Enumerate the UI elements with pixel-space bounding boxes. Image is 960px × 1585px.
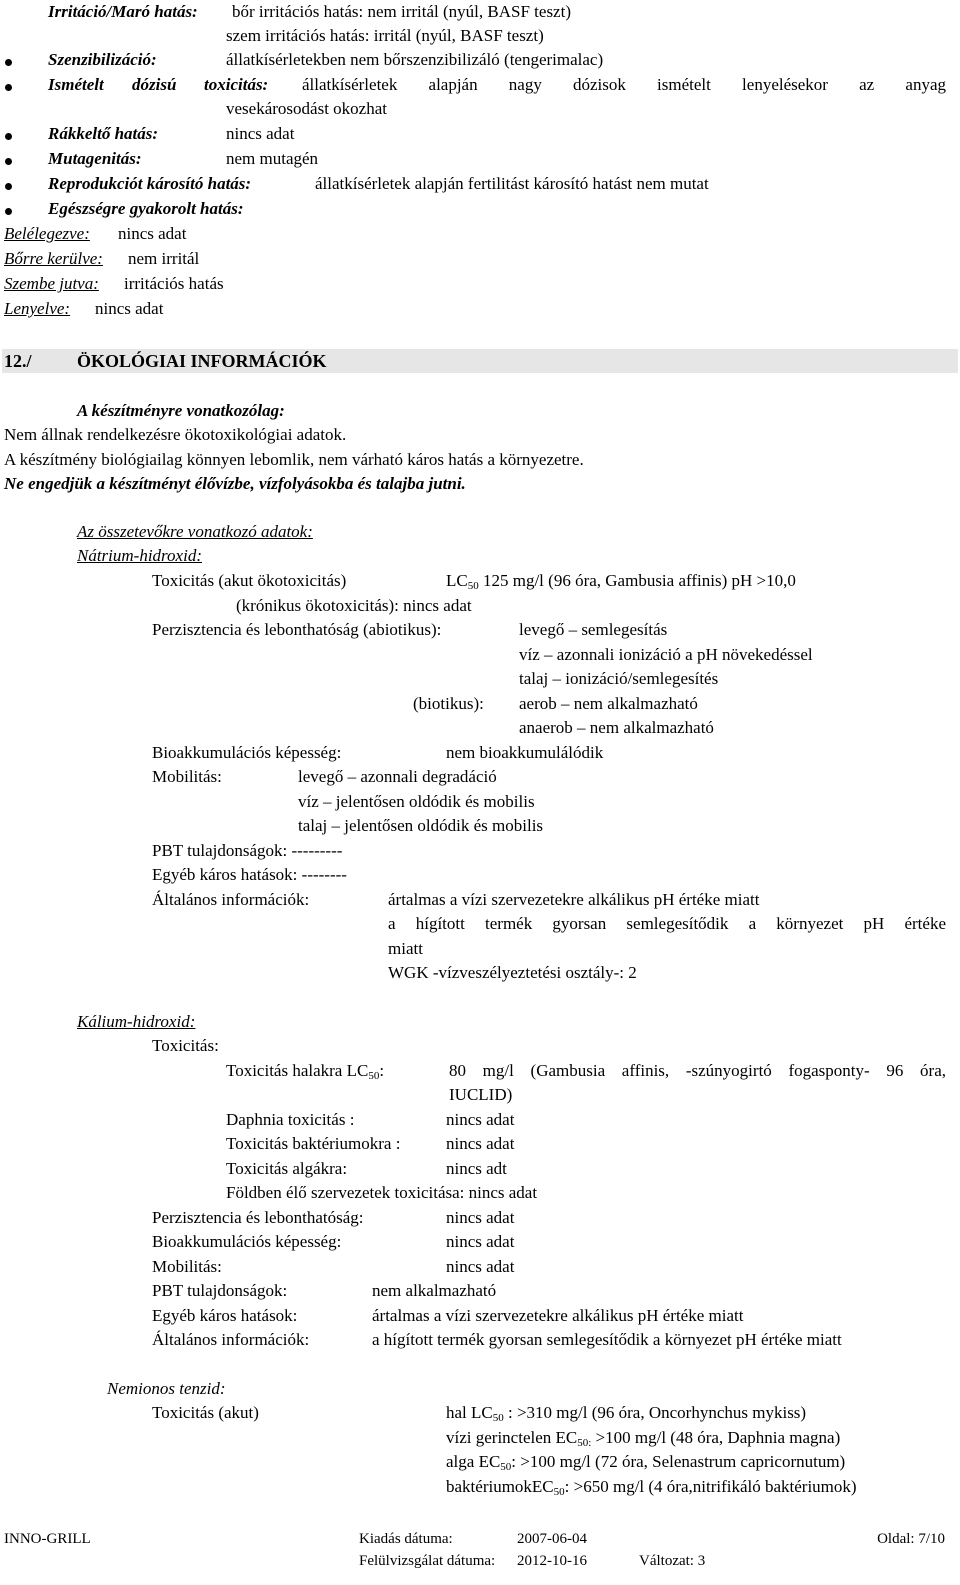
koh-daphnia-label: Daphnia toxicitás : [226, 1110, 355, 1129]
koh-bioacc-value: nincs adat [446, 1232, 515, 1251]
naoh-general-label: Általános információk: [152, 890, 310, 909]
skin-contact-label: Bőrre kerülve: [4, 249, 103, 268]
koh-general-value: a hígított termék gyorsan semlegesítődik a környezet pH értéke miatt [372, 1330, 842, 1349]
naoh-biotic-2: anaerob – nem alkalmazható [519, 718, 714, 737]
footer-company: INNO-GRILL [4, 1531, 91, 1547]
tenzid-bacteria-value: baktériumokEC$_{50}$: >650 mg/l (4 óra,nitrifikáló baktériumok) [446, 1477, 857, 1498]
mutagenicity-label: Mutagenitás: [48, 149, 142, 168]
ingestion-label: Lenyelve: [4, 299, 71, 318]
eye-contact-text: irritációs hatás [124, 274, 224, 293]
repeated-dose-label-2: dózisú [132, 75, 177, 94]
koh-mobility-label: Mobilitás: [152, 1257, 222, 1276]
skin-contact-text: nem irritál [128, 249, 200, 268]
naoh-other-effects: Egyéb káros hatások: -------- [152, 865, 347, 884]
koh-bacteria-value: nincs adat [446, 1134, 515, 1153]
naoh-name: Nátrium-hidroxid: [77, 546, 202, 565]
footer-page: Oldal: 7/10 [877, 1531, 945, 1547]
irritation-eye-text: szem irritációs hatás: irritál (nyúl, BASF teszt) [226, 26, 544, 45]
health-effects-label: Egészségre gyakorolt hatás: [48, 199, 244, 218]
irritation-label: Irritáció/Maró hatás: [48, 2, 198, 21]
preparation-line-3: Ne engedjük a készítményt élővízbe, vízfolyásokba és talajba jutni. [4, 474, 466, 493]
carcinogenicity-text: nincs adat [226, 124, 295, 143]
naoh-acute-label: Toxicitás (akut ökotoxicitás) [152, 571, 347, 590]
inhalation-label: Belélegezve: [4, 224, 90, 243]
koh-bioacc-label: Bioakkumulációs képesség: [152, 1232, 342, 1251]
footer-review-date: 2012-10-16 [517, 1553, 587, 1569]
koh-other-label: Egyéb káros hatások: [152, 1306, 298, 1325]
koh-tox-label: Toxicitás: [152, 1036, 219, 1055]
koh-mobility-value: nincs adat [446, 1257, 515, 1276]
ingestion-text: nincs adat [95, 299, 164, 318]
bullet [5, 84, 12, 91]
footer-review-label: Felülvizsgálat dátuma: [359, 1553, 496, 1569]
repeated-dose-text: állatkísérletek alapján nagy dózisok ismételt lenyelésekor az anyag [302, 75, 946, 94]
koh-daphnia-value: nincs adat [446, 1110, 515, 1129]
naoh-persistence-label: Perzisztencia és lebonthatóság (abiotikus): [152, 620, 442, 639]
sensitization-label: Szenzibilizáció: [48, 50, 157, 69]
reproductive-label: Reprodukciót károsító hatás: [48, 174, 252, 193]
repeated-dose-text-cont: vesekárosodást okozhat [226, 99, 387, 118]
repeated-dose-label-3: toxicitás: [204, 75, 269, 94]
tenzid-acute-label: Toxicitás (akut) [152, 1403, 259, 1422]
preparation-heading: A készítményre vonatkozólag: [77, 401, 285, 420]
bullet [5, 208, 12, 215]
mutagenicity-text: nem mutagén [226, 149, 319, 168]
tenzid-algae-value: alga $EC_{50}$: >100 mg/l (72 óra, Selenastrum capricornutum) [446, 1452, 846, 1473]
preparation-line-1: Nem állnak rendelkezésre ökotoxikológiai adatok. [4, 425, 347, 444]
koh-fish-value-cont: IUCLID) [449, 1085, 513, 1104]
koh-algae-value: nincs adt [446, 1159, 507, 1178]
koh-algae-label: Toxicitás algákra: [226, 1159, 348, 1178]
repeated-dose-label-1: Ismételt [48, 75, 104, 94]
section-title: ÖKOLÓGIAI INFORMÁCIÓK [77, 351, 327, 371]
koh-pbt-value: nem alkalmazható [372, 1281, 497, 1300]
bullet [5, 183, 12, 190]
reproductive-text: állatkísérletek alapján fertilitást károsító hatást nem mutat [315, 174, 709, 193]
koh-fish-value: 80 mg/l (Gambusia affinis, -szúnyogirtó fogasponty- 96 óra, [449, 1061, 946, 1080]
naoh-general-3: miatt [388, 939, 423, 958]
naoh-biotic-1: aerob – nem alkalmazható [519, 694, 698, 713]
tenzid-invertebrate-value: vízi gerinctelen $EC_{50:} >100$ mg/l (48 óra, Daphnia magna) [446, 1428, 841, 1449]
naoh-pbt: PBT tulajdonságok: --------- [152, 841, 343, 860]
sensitization-text: állatkísérletekben nem bőrszenzibilizáló (tengerimalac) [226, 50, 604, 69]
naoh-persistence-1: levegő – semlegesítás [519, 620, 668, 639]
naoh-mobility-3: talaj – jelentősen oldódik és mobilis [298, 816, 544, 835]
koh-other-value: ártalmas a vízi szervezetekre alkálikus pH értéke miatt [372, 1306, 744, 1325]
naoh-chronic: (krónikus ökotoxicitás): nincs adat [236, 596, 472, 615]
koh-general-label: Általános információk: [152, 1330, 310, 1349]
footer-version: Változat: 3 [639, 1553, 706, 1569]
koh-fish-label: Toxicitás halakra $LC_{50}$: [226, 1061, 385, 1082]
naoh-bioacc-value: nem bioakkumulálódik [446, 743, 604, 762]
naoh-general-4: WGK -vízveszélyeztetési osztály-: 2 [388, 963, 637, 982]
koh-name: Kálium-hidroxid: [77, 1012, 196, 1031]
carcinogenicity-label: Rákkeltő hatás: [48, 124, 159, 143]
koh-persistence-value: nincs adat [446, 1208, 515, 1227]
naoh-mobility-label: Mobilitás: [152, 767, 222, 786]
bullet [5, 158, 12, 165]
koh-soil: Földben élő szervezetek toxicitása: nincs adat [226, 1183, 538, 1202]
koh-persistence-label: Perzisztencia és lebonthatóság: [152, 1208, 364, 1227]
footer-issue-label: Kiadás dátuma: [359, 1531, 453, 1547]
koh-pbt-label: PBT tulajdonságok: [152, 1281, 288, 1300]
koh-bacteria-label: Toxicitás baktériumokra : [226, 1134, 401, 1153]
irritation-skin-text: bőr irritációs hatás: nem irritál (nyúl, BASF teszt) [232, 2, 571, 21]
naoh-acute-value: $LC_{50}$ 125 mg/l (96 óra, Gambusia affinis) pH >10,0 [446, 571, 796, 592]
preparation-line-2: A készítmény biológiailag könnyen lebomlik, nem várható káros hatás a környezetre. [4, 450, 584, 469]
footer-issue-date: 2007-06-04 [517, 1531, 587, 1547]
section-number: 12./ [4, 351, 32, 371]
naoh-general-2: a hígított termék gyorsan semlegesítődik a környezet pH értéke [388, 914, 946, 933]
bullet [5, 133, 12, 140]
inhalation-text: nincs adat [118, 224, 187, 243]
tenzid-name: Nemionos tenzid: [107, 1379, 226, 1398]
tenzid-fish-value: hal $LC_{50}$ : >310 mg/l (96 óra, Oncorhynchus mykiss) [446, 1403, 807, 1424]
bullet [5, 59, 12, 66]
components-heading: Az összetevőkre vonatkozó adatok: [77, 522, 313, 541]
naoh-general-1: ártalmas a vízi szervezetekre alkálikus pH értéke miatt [388, 890, 760, 909]
naoh-persistence-3: talaj – ionizáció/semlegesítés [519, 669, 719, 688]
eye-contact-label: Szembe jutva: [4, 274, 99, 293]
naoh-persistence-2: víz – azonnali ionizáció a pH növekedéssel [519, 645, 813, 664]
naoh-biotic-label: (biotikus): [413, 694, 484, 713]
naoh-mobility-1: levegő – azonnali degradáció [298, 767, 497, 786]
naoh-mobility-2: víz – jelentősen oldódik és mobilis [298, 792, 535, 811]
naoh-bioacc-label: Bioakkumulációs képesség: [152, 743, 342, 762]
